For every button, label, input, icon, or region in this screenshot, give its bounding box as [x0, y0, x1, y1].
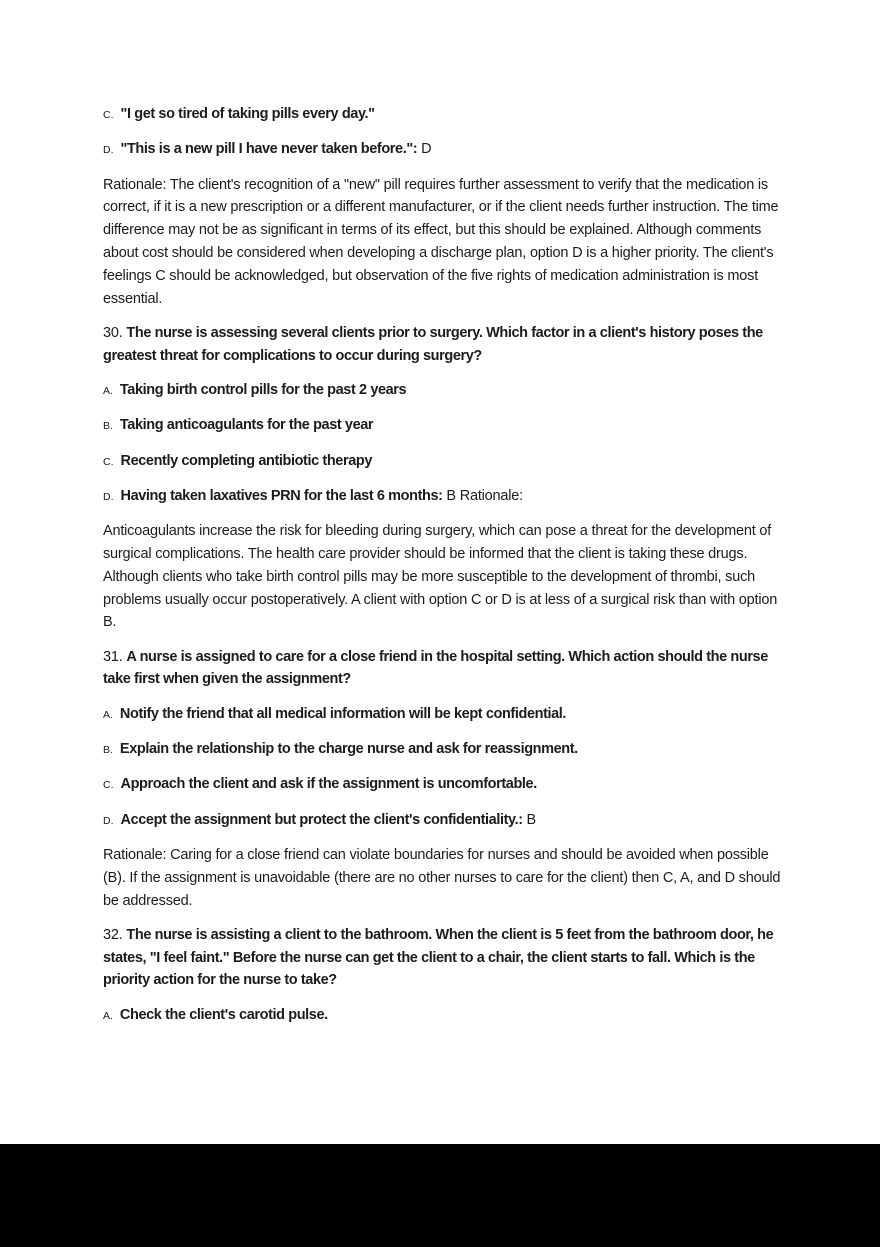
rationale-paragraph-q30: Anticoagulants increase the risk for bleeding during surgery, which can pose a threat for the development of surgical complications. The health care provider should be informed that the client is taking these drugs. Although clients who take birth control pills may be more susceptible to the development of thrombi, such problems usually occur postoperatively. A client with option C or D is at less of a surgical risk than with option B.: [103, 523, 778, 631]
option-text: Accept the assignment but protect the client's confidentiality.:: [120, 811, 523, 828]
question-31: [103, 646, 781, 692]
option-letter: B.: [103, 420, 113, 433]
answer-option-q31-c: [103, 773, 781, 797]
question-text: A nurse is assigned to care for a close friend in the hospital setting. Which action should the nurse take first when given the assignment?: [103, 648, 768, 688]
question-32: [103, 924, 781, 992]
answer-option-q30-b: [103, 414, 781, 438]
rationale-paragraph-q31: Rationale: Caring for a close friend can violate boundaries for nurses and should be avoided when possible (B). If the assignment is unavoidable (there are no other nurses to care for the client) then C, A, and D should be addressed.: [103, 846, 781, 909]
answer-option-q29-c: [103, 103, 781, 127]
answer-key: B Rationale:: [442, 487, 523, 504]
option-text: Check the client's carotid pulse.: [119, 1006, 328, 1023]
question-text: The nurse is assessing several clients prior to surgery. Which factor in a client's history poses the greatest threat for complications to occur during surgery?: [103, 324, 763, 364]
rationale-paragraph-q29: Rationale: The client's recognition of a "new" pill requires further assessment to verify that the medication is correct, if it is a new prescription or a different manufacturer, or if the client needs further instruction. The time difference may not be as significant in terms of its effect, but this should be explained. Although comments about cost should be considered when developing a discharge plan, option D is a higher priority. The client's feelings C should be acknowledged, but observation of the five rights of medication administration is most essential.: [103, 176, 779, 307]
option-letter: C.: [103, 455, 114, 468]
option-letter: D.: [103, 814, 114, 827]
option-text: Recently completing antibiotic therapy: [120, 452, 372, 469]
option-text: Approach the client and ask if the assignment is uncomfortable.: [120, 776, 537, 793]
question-number: 32.: [103, 926, 123, 943]
document-page-content: [103, 103, 781, 1039]
option-text: Having taken laxatives PRN for the last 6 months:: [120, 487, 443, 504]
answer-option-q32-a: [103, 1004, 781, 1028]
option-text: Taking birth control pills for the past 2 years: [119, 381, 407, 398]
answer-option-q30-c: [103, 450, 781, 474]
answer-option-q30-a: [103, 379, 781, 403]
bottom-black-bar: [0, 1144, 880, 1247]
question-number: 30.: [103, 324, 123, 341]
option-letter: C.: [103, 109, 114, 121]
option-letter: D.: [103, 490, 114, 503]
question-text: The nurse is assisting a client to the bathroom. When the client is 5 feet from the bathroom door, he states, "I feel faint." Before the nurse can get the client to a chair, the client starts to fall. Which is the priority action for the nurse to take?: [103, 926, 774, 989]
answer-key: B: [522, 811, 536, 828]
answer-option-q31-d: [103, 809, 781, 833]
answer-option-q31-a: [103, 703, 781, 727]
option-text: Explain the relationship to the charge nurse and ask for reassignment.: [119, 741, 578, 758]
option-letter: C.: [103, 779, 114, 792]
answer-option-q31-b: [103, 738, 781, 762]
option-text: Taking anticoagulants for the past year: [119, 417, 374, 434]
option-letter: A.: [103, 708, 113, 721]
option-letter: D.: [103, 144, 114, 157]
option-text: "This is a new pill I have never taken before.":: [120, 141, 418, 158]
answer-option-q29-d: [103, 138, 781, 162]
answer-key: D: [417, 141, 432, 158]
option-text: "I get so tired of taking pills every day.": [120, 106, 375, 122]
option-letter: A.: [103, 384, 113, 397]
option-text: Notify the friend that all medical information will be kept confidential.: [119, 705, 567, 722]
option-letter: B.: [103, 744, 113, 757]
answer-option-q30-d: [103, 485, 781, 509]
question-number: 31.: [103, 648, 123, 665]
option-letter: A.: [103, 1009, 113, 1022]
question-30: [103, 322, 781, 368]
